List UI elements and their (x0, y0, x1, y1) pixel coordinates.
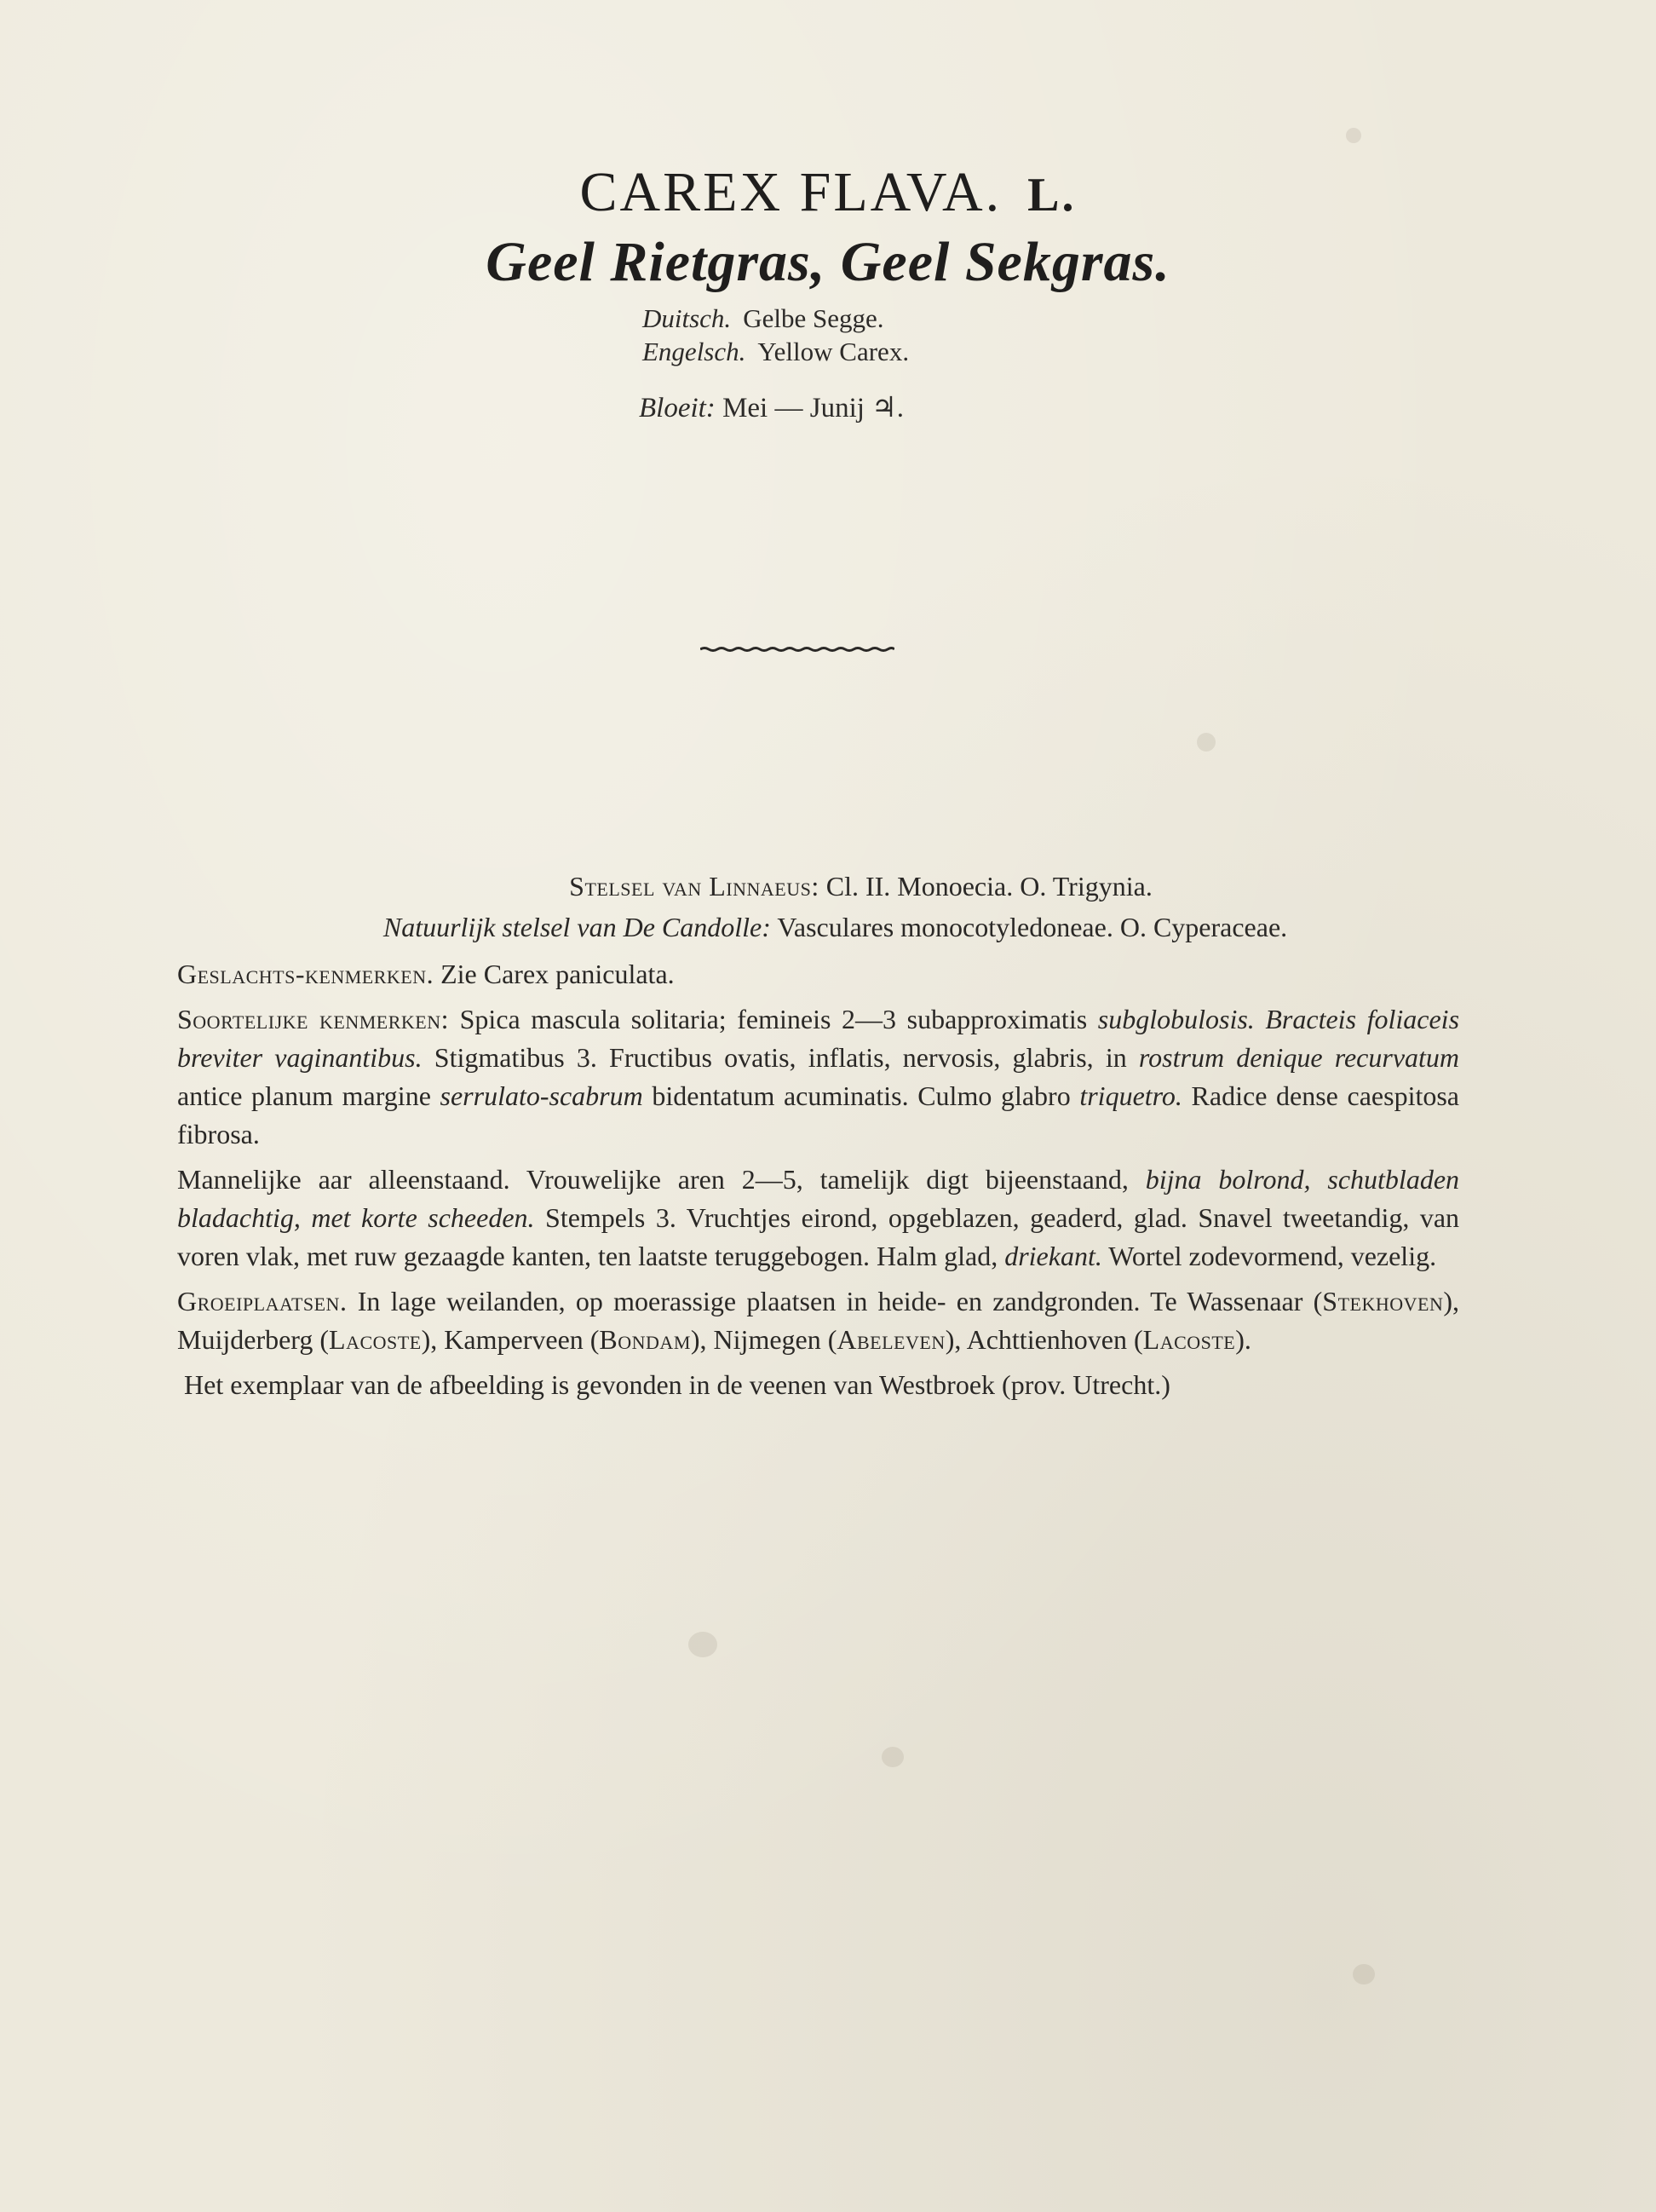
common-name: Geel Rietgras, Geel Sekgras. (486, 231, 1170, 293)
genus-characters (177, 955, 1459, 994)
species-text-italic: serrulato-scabrum (440, 1080, 643, 1111)
species-text-italic: triquetro. (1079, 1080, 1182, 1111)
candolle-value: Vasculares monocotyledoneae. O. Cyperaceae. (777, 912, 1288, 942)
page-title (0, 160, 1656, 225)
dutch-description (177, 1161, 1459, 1276)
collector-name: Lacoste (1142, 1324, 1236, 1355)
habitat-text: In lage weilanden, op moerassige plaatsen in heide- en zandgronden. Te Wassenaar ( (357, 1286, 1323, 1316)
paper-spot (1346, 128, 1361, 143)
species-text: bidentatum acuminatis. Culmo glabro (652, 1080, 1071, 1111)
species-text: Stigmatibus 3. Fructibus ovatis, inflatis, nervosis, glabris, in (434, 1042, 1127, 1073)
habitat-text: ), Kamperveen ( (421, 1324, 600, 1355)
collector-name: Lacoste (329, 1324, 422, 1355)
habitat-text: ), Achttienhoven ( (945, 1324, 1143, 1355)
bloom-period (639, 390, 904, 424)
wavy-divider (700, 646, 894, 653)
paper-spot (1353, 1964, 1375, 1984)
dutch-text: Wortel zodevormend, vezelig. (1108, 1241, 1437, 1271)
genus-text: Zie Carex paniculata. (440, 959, 675, 989)
german-name-row (642, 302, 909, 335)
habitat-text: ), Muijderberg ( (177, 1286, 1460, 1355)
specimen-text: Het exemplaar van de afbeelding is gevonden in de veenen van Westbroek (prov. Utrecht.) (184, 1369, 1170, 1400)
dutch-text-italic: driekant. (1004, 1241, 1102, 1271)
species-name: CAREX FLAVA. (579, 161, 1003, 223)
bloom-label: Bloeit: (639, 393, 716, 423)
habitat-text: ), Nijmegen ( (690, 1324, 837, 1355)
species-text: Spica mascula solitaria; femineis 2—3 subapproximatis (459, 1004, 1088, 1034)
linnaeus-value: Cl. II. Monoecia. O. Trigynia. (825, 871, 1153, 902)
linnaeus-system (262, 867, 1459, 906)
paper-spot (882, 1747, 904, 1767)
dutch-text: Stempels 3. Vruchtjes eirond, opgeblazen, geaderd, glad. Snavel tweetandig, van voren vlak, met ruw gezaagde kanten, ten laatste teruggebogen. Halm glad, (177, 1202, 1460, 1271)
species-text-italic: rostrum denique recurvatum (1138, 1042, 1460, 1073)
german-name: Gelbe Segge. (743, 303, 884, 333)
paper-spot (688, 1632, 717, 1657)
species-label: Soortelijke kenmerken: (177, 1004, 450, 1034)
collector-name: Stekhoven (1322, 1286, 1444, 1316)
habitat-text: ). (1235, 1324, 1251, 1355)
english-name: Yellow Carex. (757, 337, 910, 366)
candolle-label: Natuurlijk stelsel van De Candolle: (382, 912, 771, 942)
linnaeus-label: Stelsel van Linnaeus: (569, 871, 819, 902)
dutch-text-italic: bijna bolrond, schutbladen bladachtig, met korte scheeden. (177, 1164, 1460, 1233)
author-abbreviation: L. (1027, 169, 1077, 222)
german-label: Duitsch. (642, 303, 732, 333)
habitat (177, 1282, 1459, 1359)
description-body (177, 867, 1459, 1411)
english-label: Engelsch. (642, 337, 746, 366)
collector-name: Bondam (599, 1324, 691, 1355)
vernacular-names (642, 302, 909, 368)
genus-label: Geslachts-kenmerken. (177, 959, 434, 989)
candolle-system (211, 908, 1459, 947)
bloom-value: Mei — Junij ♃. (722, 393, 904, 423)
species-characters (177, 1000, 1459, 1154)
species-text-italic: subglobulosis. Bracteis foliaceis breviter vaginantibus. (177, 1004, 1460, 1073)
specimen-note (177, 1366, 1459, 1404)
paper-spot (1197, 733, 1216, 752)
species-text: antice planum margine (177, 1080, 431, 1111)
collector-name: Abeleven (837, 1324, 946, 1355)
species-text: Radice dense caespitosa fibrosa. (177, 1080, 1459, 1149)
english-name-row (642, 335, 909, 368)
habitat-label: Groeiplaatsen. (177, 1286, 348, 1316)
dutch-text: Mannelijke aar alleenstaand. Vrouwelijke aren 2—5, tamelijk digt bijeenstaand, (177, 1164, 1129, 1195)
